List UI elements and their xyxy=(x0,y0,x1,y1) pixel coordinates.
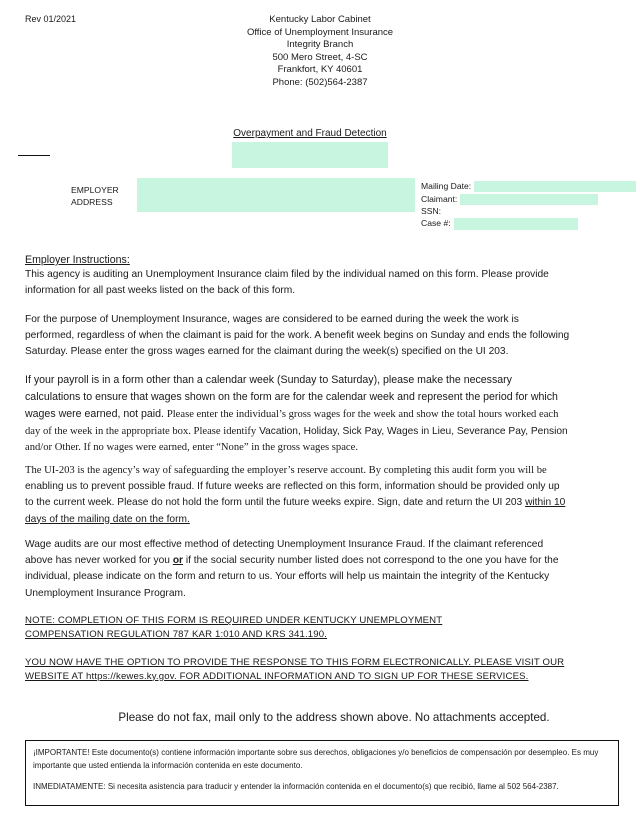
electronic-response-notice: YOU NOW HAVE THE OPTION TO PROVIDE THE RESPONSE TO THIS FORM ELECTRONICALLY. PLEASE VISIT OUR WEBSITE AT https://kewes.ky.gov. FOR ADDITIONAL INFORMATION AND TO SIGN UP FOR THESE SERVICES. xyxy=(25,657,565,682)
claimant-label: Claimant: xyxy=(421,194,458,204)
important-notice: ¡IMPORTANTE! Este documento(s) contiene información importante sobre sus derechos, obligaciones y/o beneficios de compensación por desempleo. Es muy importante que usted entienda la información contenida en este documento. xyxy=(33,748,599,770)
mailing-date-label: Mailing Date: xyxy=(421,181,472,191)
instructions-paragraph-1: This agency is auditing an Unemployment Insurance claim filed by the individual named on this form. Please provide information for all past weeks listed on the back of this form. xyxy=(25,269,549,297)
form-title: Overpayment and Fraud Detection xyxy=(233,128,387,139)
case-number-field[interactable] xyxy=(454,218,578,230)
instructions-heading: Employer Instructions: xyxy=(25,254,130,266)
spanish-notice-box xyxy=(25,740,619,806)
mail-only-notice: Please do not fax, mail only to the address shown above. No attachments accepted. xyxy=(118,711,550,724)
office-name: Office of Unemployment Insurance xyxy=(246,26,394,38)
fold-mark xyxy=(18,155,50,156)
title-fill-field[interactable] xyxy=(232,142,388,168)
branch-name: Integrity Branch xyxy=(286,39,354,51)
ssn-label: SSN: xyxy=(421,206,442,216)
phone-number: Phone: (502)564-2387 xyxy=(272,76,368,88)
instructions-paragraph-2: For the purpose of Unemployment Insurance, wages are considered to be earned during the week the work is performed, regardless of when the claimant is paid for the work. A benefit week begins on Sunday and ends the following Saturday. Please enter the gross wages earned for the claimant during the week(s) specified on the UI 203. xyxy=(25,314,570,358)
claimant-field[interactable] xyxy=(460,194,598,205)
instructions-paragraph-4: The UI-203 is the agency’s way of safeguarding the employer’s reserve account. By completing this audit form you will be enabling us to prevent possible fraud. If future weeks are reflected on this form, information should be provided only up to the current week. Please do not hold the form until the future weeks expire. Sign, date and return the UI 203 within 10 days of the mailing date on the form. xyxy=(25,465,566,525)
agency-name: Kentucky Labor Cabinet xyxy=(269,14,371,25)
instructions-paragraph-5: Wage audits are our most effective method of detecting Unemployment Insurance Fraud. If the claimant referenced above has never worked for you or if the social security number listed does not correspond to the one you have for the individual, please indicate on the form and return to us. Your efforts will help us maintain the integrity of the Kentucky Unemployment Insurance Program. xyxy=(25,539,559,599)
revision-label: Rev 01/2021 xyxy=(25,14,77,24)
mailing-date-field[interactable] xyxy=(474,181,636,192)
instructions-paragraph-3: If your payroll is in a form other than a calendar week (Sunday to Saturday), please make the necessary calculations to ensure that wages shown on the form are for the calendar week and represent the period for which wages were earned, not paid. Please enter the individual’s gross wages for the week and show the total hours worked each day of the week in the appropriate box. Please identify Vacation, Holiday, Sick Pay, Wages in Lieu, Severance Pay, Pension and/or Other. If no wages were earned, enter “None” in the gross wages space. xyxy=(25,374,568,453)
employer-address-field[interactable] xyxy=(137,178,415,212)
case-label: Case #: xyxy=(421,218,451,228)
city-address: Frankfort, KY 40601 xyxy=(277,64,363,76)
immediate-notice: INMEDIATAMENTE: Si necesita asistencia para traducir y entender la información contenida en el documento(s) que recibió, llame al 502 564-2387. xyxy=(33,782,559,791)
employer-address-label: EMPLOYER ADDRESS xyxy=(71,185,119,207)
agency-header xyxy=(200,14,440,90)
regulation-notice: NOTE: COMPLETION OF THIS FORM IS REQUIRED UNDER KENTUCKY UNEMPLOYMENT COMPENSATION REGULATION 787 KAR 1:010 AND KRS 341.190. xyxy=(25,615,443,640)
street-address: 500 Mero Street, 4-SC xyxy=(272,51,368,63)
